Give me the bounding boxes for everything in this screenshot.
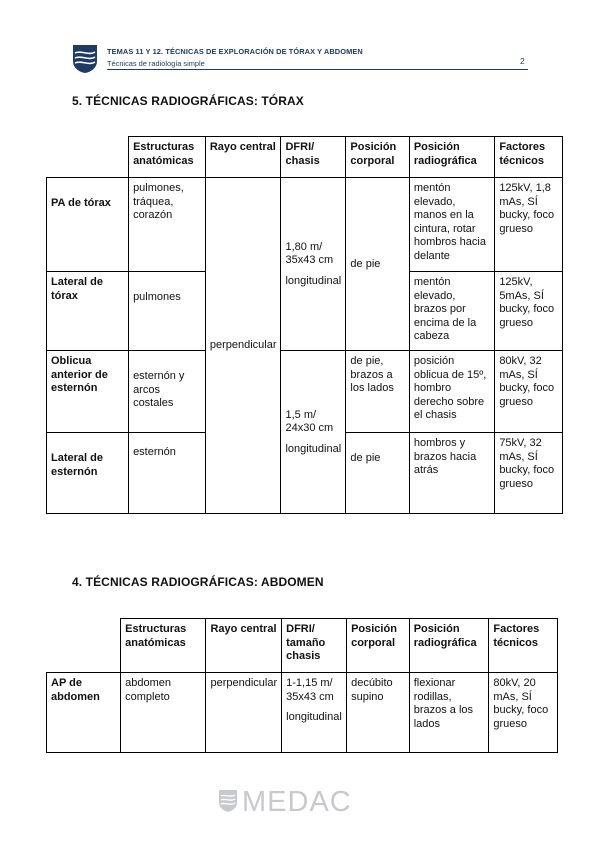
factores-cell: 125kV, 1,8 mAs, SÍ bucky, foco grueso — [495, 178, 563, 272]
table-header-row — [47, 619, 558, 673]
torax-heading: 5. TÉCNICAS RADIOGRÁFICAS: TÓRAX — [72, 94, 304, 108]
footer-brand: MEDAC — [242, 786, 352, 818]
radiografica-cell: mentón elevado, brazos por encima de la cabeza — [409, 272, 494, 351]
col-corporal: Posición corporal — [347, 619, 410, 673]
table-row — [47, 673, 558, 753]
page-header — [72, 44, 528, 74]
corporal-cell: de pie, brazos a los lados — [346, 351, 409, 433]
orientacion-value: longitudinal — [285, 442, 342, 455]
header-divider — [107, 69, 528, 70]
orientacion-value: longitudinal — [285, 274, 342, 287]
corporal-cell: decúbito supino — [347, 673, 410, 753]
blank-corner — [47, 137, 129, 178]
page-number: 2 — [520, 56, 525, 66]
dfri-value: 1-1,15 m/ 35x43 cm — [286, 677, 334, 703]
col-dfri: DFRI/ tamaño chasis — [282, 619, 347, 673]
blank-corner — [47, 619, 121, 673]
radiografica-cell: posición oblicua de 15º, hombro derecho sobre el chasis — [409, 351, 494, 433]
col-estructuras: Estructuras anatómicas — [121, 619, 206, 673]
dfri-value: 1,5 m/ 24x30 cm — [285, 408, 334, 435]
dfri-cell — [281, 178, 346, 351]
abdomen-heading: 4. TÉCNICAS RADIOGRÁFICAS: ABDOMEN — [72, 575, 324, 589]
estructuras-cell: pulmones — [129, 272, 206, 351]
header-title: TEMAS 11 Y 12. TÉCNICAS DE EXPLORACIÓN DE TÓRAX Y ABDOMEN — [107, 47, 363, 56]
torax-table — [46, 136, 563, 514]
row-label: AP de abdomen — [47, 673, 121, 753]
row-label: PA de tórax — [47, 178, 129, 272]
estructuras-cell: pulmones, tráquea, corazón — [129, 178, 206, 272]
col-radiografica: Posición radiográfica — [409, 619, 489, 673]
estructuras-cell: esternón — [129, 433, 206, 514]
col-factores: Factores técnicos — [489, 619, 558, 673]
row-label: Lateral de tórax — [47, 272, 129, 351]
rayo-central-cell: perpendicular — [206, 673, 282, 753]
page-footer — [218, 785, 378, 819]
table-header-row — [47, 137, 563, 178]
header-subtitle: Técnicas de radiología simple — [107, 59, 205, 68]
col-factores: Factores técnicos — [495, 137, 563, 178]
col-dfri: DFRI/ chasis — [281, 137, 346, 178]
dfri-cell — [282, 673, 347, 753]
corporal-cell: de pie — [346, 433, 409, 514]
factores-cell: 80kV, 32 mAs, SÍ bucky, foco grueso — [495, 351, 563, 433]
radiografica-cell: mentón elevado, manos en la cintura, rotar hombros hacia delante — [409, 178, 494, 272]
dfri-value: 1,80 m/ 35x43 cm — [285, 240, 334, 267]
abdomen-table — [46, 618, 558, 753]
table-row — [47, 178, 563, 272]
col-radiografica: Posición radiográfica — [409, 137, 494, 178]
rayo-central-cell: perpendicular — [205, 178, 281, 514]
col-corporal: Posición corporal — [346, 137, 409, 178]
col-estructuras: Estructuras anatómicas — [129, 137, 206, 178]
estructuras-cell: abdomen completo — [121, 673, 206, 753]
dfri-cell — [281, 351, 346, 514]
corporal-cell: de pie — [346, 178, 409, 351]
factores-cell: 125kV, 5mAs, SÍ bucky, foco grueso — [495, 272, 563, 351]
row-label: Lateral de esternón — [47, 433, 129, 514]
orientacion-value: longitudinal — [286, 711, 342, 723]
factores-cell: 75kV, 32 mAs, SÍ bucky, foco grueso — [495, 433, 563, 514]
col-rayo: Rayo central — [205, 137, 281, 178]
radiografica-cell: hombros y brazos hacia atrás — [409, 433, 494, 514]
table-row — [47, 351, 563, 433]
shield-logo-icon — [72, 44, 98, 74]
col-rayo: Rayo central — [206, 619, 282, 673]
estructuras-cell: esternón y arcos costales — [129, 351, 206, 433]
row-label: Oblicua anterior de esternón — [47, 351, 129, 433]
factores-cell: 80kV, 20 mAs, SÍ bucky, foco grueso — [489, 673, 558, 753]
radiografica-cell: flexionar rodillas, brazos a los lados — [409, 673, 489, 753]
shield-logo-icon — [218, 789, 238, 813]
